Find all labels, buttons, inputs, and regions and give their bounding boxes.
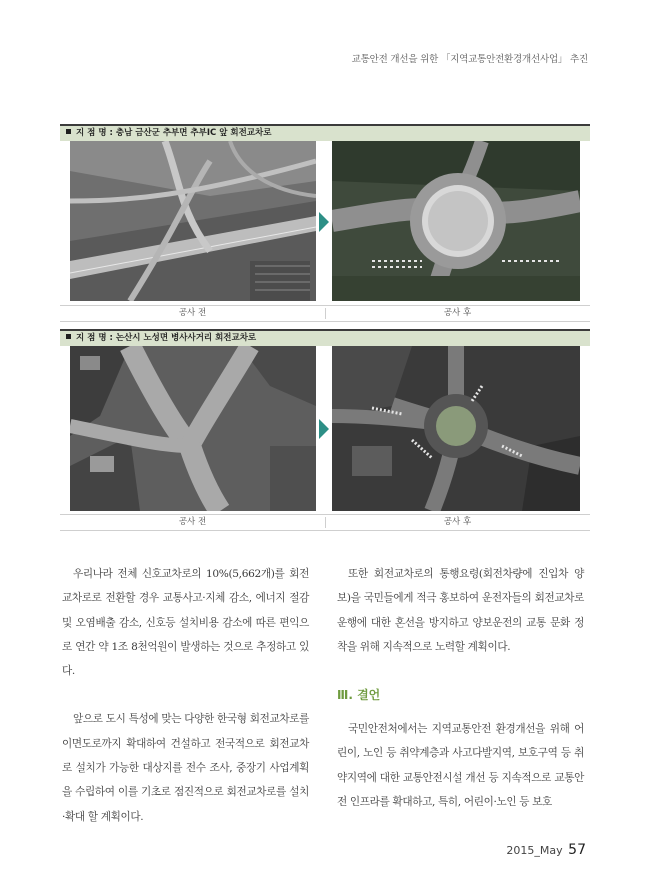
- figure-1-caption-row: [60, 305, 590, 322]
- figure-2-before-photo: [70, 346, 316, 511]
- section-title: Ⅲ. 결언: [337, 688, 381, 703]
- left-paragraph-1: 우리나라 전체 신호교차로의 10%(5,662개)를 회전교차로로 전환할 경우 교통사고·지체 감소, 에너지 절감 및 오염배출 감소, 신호등 설치비용 감소에 따른 편익으로 연간 약 1조 8천억원이 발생하는 것으로 추정하고 있다.: [62, 568, 309, 678]
- figure-1-title: 지 점 명 : 충남 금산군 추부면 추부IC 앞 회전교차로: [76, 128, 272, 138]
- figure-1: [60, 124, 590, 324]
- right-arrow-icon: [319, 212, 329, 232]
- figure-2-after-caption: 공사 후: [443, 517, 472, 527]
- right-arrow-icon: [319, 419, 329, 439]
- left-paragraph-2: 앞으로 도시 특성에 맞는 다양한 한국형 회전교차로를 이면도로까지 확대하여 건설하고 전국적으로 회전교차로 설치가 가능한 대상지를 전수 조사, 중장기 사업계획을 수립하여 이를 기초로 점진적으로 회전교차로를 설치·확대 할 계획이다.: [62, 713, 309, 823]
- page-footer: [506, 842, 586, 858]
- running-header: 교통안전 개선을 위한 「지역교통안전환경개선사업」 추진: [351, 54, 588, 65]
- figure-2-before-caption: 공사 전: [178, 517, 207, 527]
- figure-2-after-photo: [332, 346, 580, 511]
- figure-2-title: 지 점 명 : 논산시 노성면 병사사거리 회전교차로: [76, 333, 257, 343]
- right-paragraph-2: 국민안전처에서는 지역교통안전 환경개선을 위해 어린이, 노인 등 취약계층과 사고다발지역, 보호구역 등 취약지역에 대한 교통안전시설 개선 등 지속적으로 교통안전 인프라를 확대하고, 특히, 어린이·노인 등 보호: [337, 723, 584, 809]
- figure-1-before-photo: [70, 141, 316, 301]
- figure-1-before-caption: 공사 전: [178, 308, 207, 318]
- figure-1-after-photo: [332, 141, 580, 301]
- figure-2: [60, 329, 590, 534]
- issue-label: 2015_May: [506, 844, 563, 857]
- page-number: 57: [568, 842, 586, 858]
- bullet-square-icon: [66, 129, 71, 134]
- figure-1-after-caption: 공사 후: [443, 308, 472, 318]
- figure-2-title-bar: [60, 329, 590, 346]
- left-column: [62, 562, 309, 829]
- figure-2-caption-row: [60, 514, 590, 531]
- figure-1-title-bar: [60, 124, 590, 141]
- right-column: [337, 562, 584, 814]
- bullet-square-icon: [66, 334, 71, 339]
- right-paragraph-1: 또한 회전교차로의 통행요령(회전차량에 진입차 양보)을 국민들에게 적극 홍보하여 운전자들의 회전교차로 운행에 대한 혼선을 방지하고 양보운전의 교통 문화 정착을 위해 지속적으로 노력할 계획이다.: [337, 568, 584, 653]
